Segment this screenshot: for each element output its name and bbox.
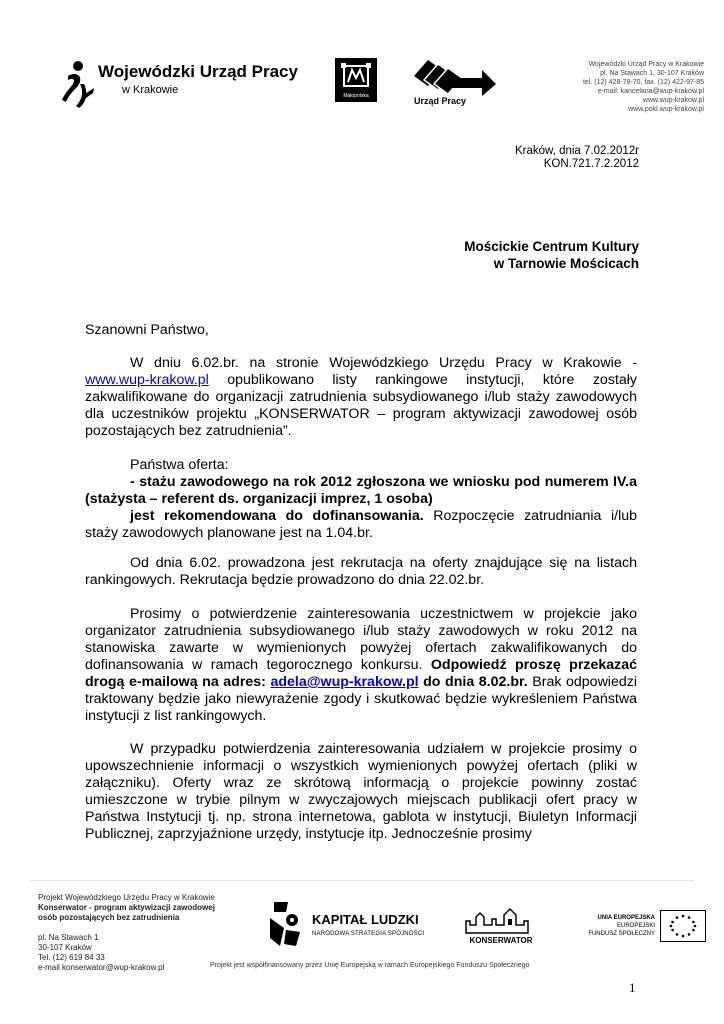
kapital-ludzki-title: KAPITAŁ LUDZKI [312, 912, 419, 927]
ue-line-1: UNIA EUROPEJSKA [597, 915, 655, 921]
footer-project-info [38, 893, 215, 973]
wup-website-link[interactable]: www.wup-krakow.pl [85, 372, 209, 388]
contact-line: pl. Na Stawach 1, 30-107 Kraków [600, 70, 704, 77]
p4-bold-a: Odpowiedź proszę przekazać drogą e-mailową na adres: [85, 657, 637, 690]
date-block [515, 145, 639, 171]
ue-line-2: EUROPEJSKI [616, 923, 655, 929]
contact-line: www.wup-krakow.pl [642, 97, 704, 104]
salutation: Szanowni Państwo, [85, 322, 209, 338]
header-contact [583, 60, 704, 114]
contact-line: e-mail: kancelaria@wup-krakow.pl [597, 88, 704, 95]
letter-date: Kraków, dnia 7.02.2012r [514, 145, 639, 157]
malopolska-logo [335, 58, 377, 102]
ue-logo [585, 910, 705, 946]
project-line-3: osób pozostających bez zatrudnienia [38, 913, 180, 922]
recipient-line-2: w Tarnowie Mościcach [493, 256, 639, 271]
offer-bold-1: - stażu zawodowego na rok 2012 zgłoszona we wniosku pod numerem IV.a (stażysta – referent ds. organizacji imprez, 1 osoba) [85, 474, 637, 507]
cofinance-note: Projekt jest współfinansowany przez Unię Europejską w ramach Europejskiego Funduszu Społecznego [210, 962, 530, 969]
paragraph-1 [85, 355, 637, 440]
address-line-2: 30-107 Kraków [38, 943, 92, 952]
ue-text [585, 914, 655, 938]
p4-text-a: Prosimy o potwierdzenie zainteresowania uczestnictwem w projekcie jako organizator zatrudnienia subsydiowanego i/lub staży zawodowych w roku 2012 na stanowiska zawarte w wymienionych powyżej ofertach zakwalifikowanych do dofinansowania w ramach tegorocznego konkursu. [85, 606, 637, 673]
offer-paragraph [85, 508, 637, 542]
p4-bold-b: do dnia 8.02.br. [418, 674, 528, 690]
urzad-pracy-logo [412, 56, 496, 108]
konserwator-label: KONSERWATOR [469, 936, 533, 945]
offer-label: Państwa oferta: [130, 457, 229, 473]
address-line-1: pl. Na Stawach 1 [38, 933, 99, 942]
kapital-ludzki-subtitle: NARODOWA STRATEGIA SPÓJNOŚCI [312, 931, 425, 937]
urzad-pracy-label: Urząd Pracy [414, 96, 467, 106]
ue-line-3: FUNDUSZ SPOŁECZNY [588, 931, 655, 937]
offer-bold-2: jest rekomendowana do dofinansowania. [130, 508, 424, 524]
offer-rest: Rozpoczęcie zatrudniania i/lub staży zawodowych planowane jest na 1.04.br. [85, 508, 637, 541]
eu-flag-icon [660, 910, 706, 942]
p4-text-b: Brak odpowiedzi traktowany będzie jako niewyrażenie zgody i skutkować będzie wykreśleniem Państwa instytucji z list rankingowych. [85, 674, 637, 724]
wup-logo [60, 58, 310, 114]
recipient [464, 238, 639, 272]
contact-line: www.pokl.wup-krakow.pl [628, 106, 704, 113]
project-line-2: Konserwator - program aktywizacji zawodowej [38, 903, 215, 912]
recipient-line-1: Mościckie Centrum Kultury [464, 239, 639, 254]
konserwator-logo [462, 903, 540, 945]
konserwator-castle-icon [462, 903, 540, 935]
p1-text-b: opublikowano listy rankingowe instytucji, które zostały zakwalifikowane do organizacji zatrudnienia subsydiowanego i/lub staży zawodowych dla uczestników projektu „KONSERWATOR – program aktywizacji zawodowej osób pozostających bez zatrudnienia”. [85, 372, 637, 439]
malopolska-emblem-icon [335, 58, 377, 92]
project-line-1: Projekt Wojewódzkiego Urzędu Pracy w Krakowie [38, 893, 215, 902]
malopolska-label: Małopolska [343, 93, 369, 99]
kapital-ludzki-logo [266, 898, 434, 950]
urzad-pracy-arrow-icon [412, 56, 496, 98]
reply-email-link[interactable]: adela@wup-krakow.pl [270, 674, 419, 690]
contact-line: tel. (12) 428-78-70, fax. (12) 422-97-85 [582, 79, 704, 86]
letter-reference: KON.721.7.2.2012 [543, 158, 639, 170]
address-line-4: e-mail konserwator@wup-krakow.pl [38, 963, 165, 972]
page-number: 1 [629, 980, 636, 995]
wup-logo-name: Wojewódzki Urząd Pracy [98, 62, 298, 81]
paragraph-4 [85, 606, 637, 725]
p1-text-a: W dniu 6.02.br. na stronie Wojewódzkiego Urzędu Pracy w Krakowie - [130, 355, 637, 371]
paragraph-5: W przypadku potwierdzenia zainteresowania udziałem w projekcie prosimy o upowszechnienie informacji o wszystkich wymienionych powyżej ofertach (pliki w załączniku). Oferty wraz ze skrótową informacją o projekcie powinny zostać umieszczone w trybie pilnym w zwyczajowych miejscach publikacji ofert pracy w Państwa Instytucji tj. np. strona internetowa, gablota w instytucji, Biuletyn Informacji Publicznej, zaprzyjaźnione urzędy, instytucje itp. Jednocześnie prosimy [85, 741, 637, 842]
footer-divider [30, 880, 694, 881]
kapital-ludzki-emblem-icon [266, 898, 306, 950]
address-line-3: Tel. (12) 619 84 33 [38, 953, 105, 962]
wup-figure-icon [60, 58, 96, 110]
paragraph-3: Od dnia 6.02. prowadzona jest rekrutacja na oferty znajdujące się na listach rankingowych. Rekrutacja będzie prowadzono do dnia 22.02.br. [85, 555, 637, 588]
wup-logo-city: w Krakowie [122, 84, 179, 96]
contact-line: Wojewódzki Urząd Pracy w Krakowie [588, 61, 704, 68]
